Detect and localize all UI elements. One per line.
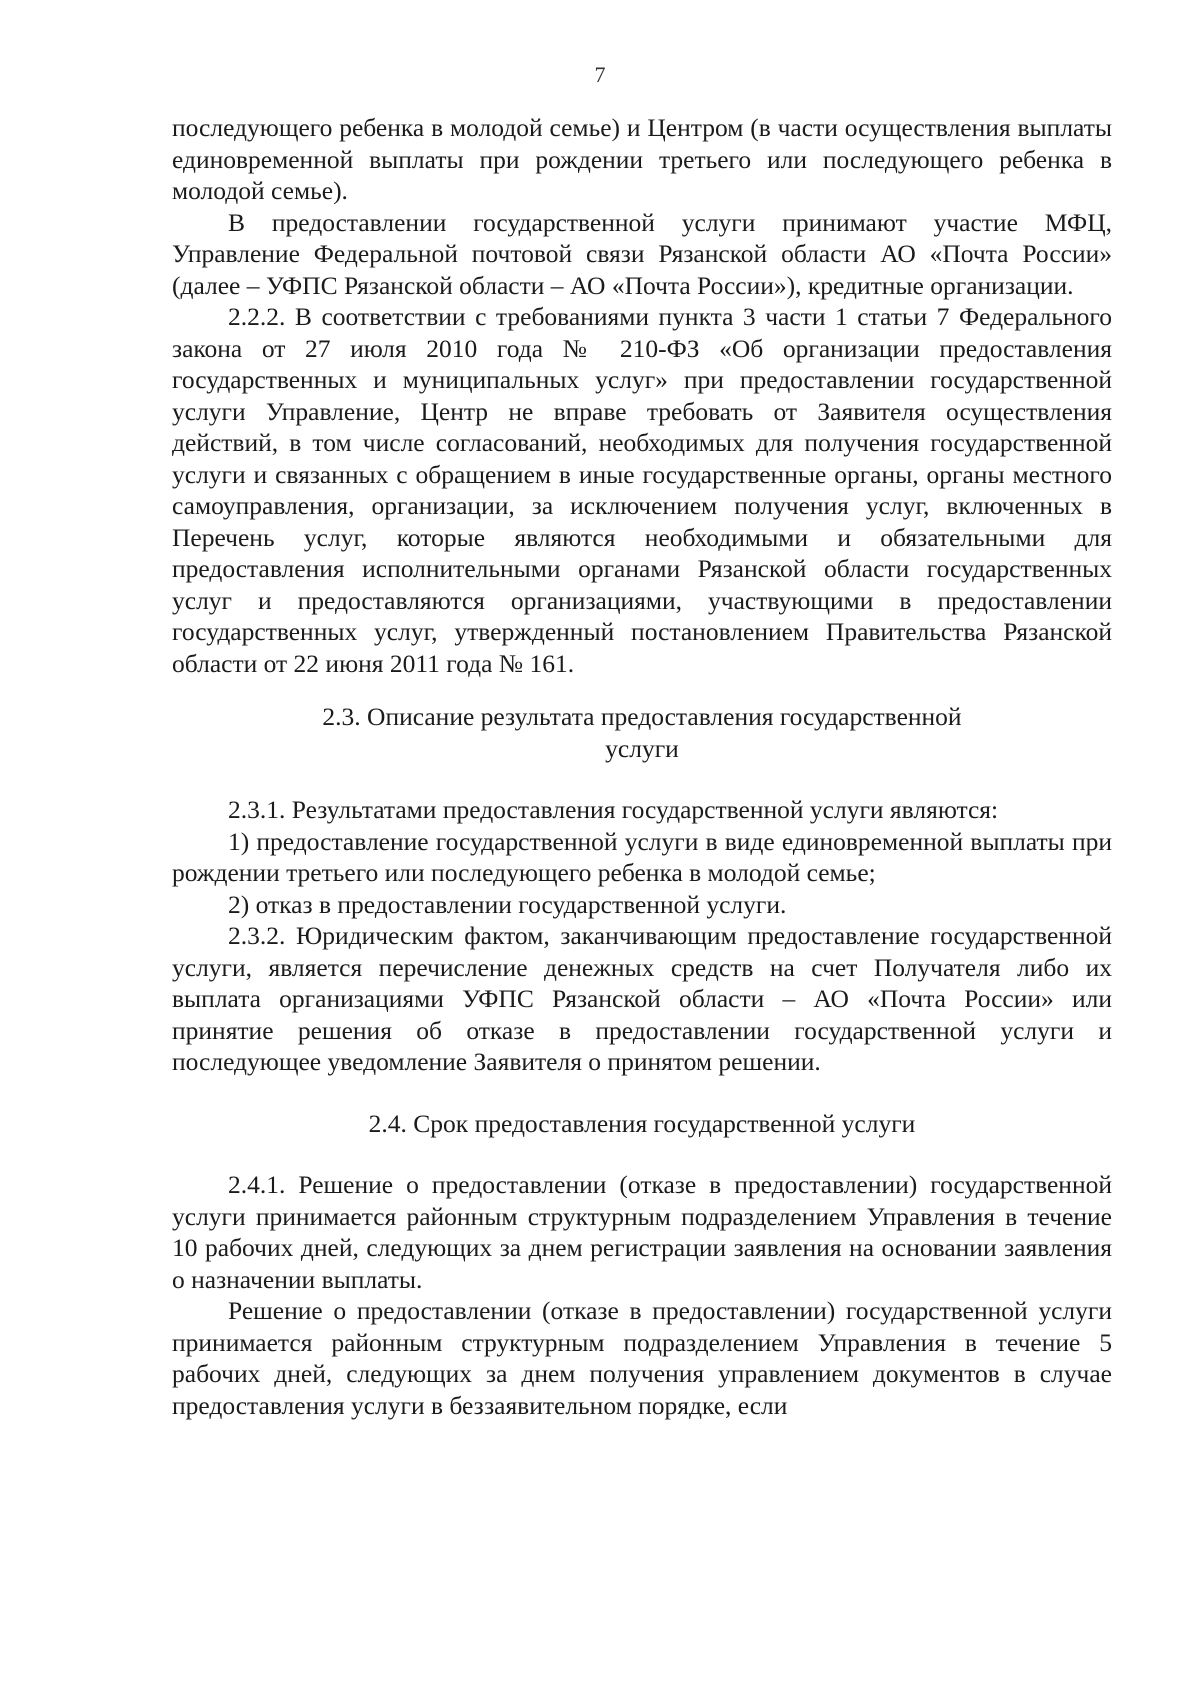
section-heading-2-3 xyxy=(172,701,1112,764)
page-number: 7 xyxy=(594,62,606,87)
paragraph-continuation: последующего ребенка в молодой семье) и Центром (в части осуществления выплаты единовременной выплаты при рождении третьего или последующего ребенка в молодой семье). xyxy=(172,113,1112,205)
paragraph-participants: В предоставлении государственной услуги принимают участие МФЦ, Управление Федеральной почтовой связи Рязанской области АО «Почта России» (далее – УФПС Рязанской области – АО «Почта России»), кредитные организации. xyxy=(172,207,1112,300)
paragraph-decision-term: Решение о предоставлении (отказе в предоставлении) государственной услуги принимается районным структурным подразделением Управления в течение 5 рабочих дней, следующих за днем получения управлением документов в случае предоставления услуги в беззаявительном порядке, если xyxy=(172,1296,1112,1420)
section-heading-2-4: 2.4. Срок предоставления государственной услуги xyxy=(368,1108,916,1138)
paragraph-2-3-1: 2.3.1. Результатами предоставления государственной услуги являются: xyxy=(228,795,999,824)
list-item-1: 1) предоставление государственной услуги в виде единовременной выплаты при рождении третьего или последующего ребенка в молодой семье; xyxy=(172,826,1112,887)
paragraph-2-3-2: 2.3.2. Юридическим фактом, заканчивающим предоставление государственной услуги, является перечисление денежных средств на счет Получателя либо их выплата организациями УФПС Рязанской области – АО «Почта России» или принятие решения об отказе в предоставлении государственной услуги и последующее уведомление Заявителя о принятом решении. xyxy=(172,921,1112,1076)
paragraph-2-2-2: 2.2.2. В соответствии с требованиями пункта 3 части 1 статьи 7 Федерального закона от 27 июля 2010 года № 210-ФЗ «Об организации предоставления государственных и муниципальных услуг» при предоставлении государственной услуги Управление, Центр не вправе требовать от Заявителя осуществления действий, в том числе согласований, необходимых для получения государственной услуги и связанных с обращением в иные государственные органы, органы местного самоуправления, организации, за исключением получения услуг, включенных в Перечень услуг, которые являются необходимыми и обязательными для предоставления исполнительными органами Рязанской области государственных услуг и предоставляются организациями, участвующими в предоставлении государственных услуг, утвержденный постановлением Правительства Рязанской области от 22 июня 2011 года № 161. xyxy=(172,302,1112,678)
section-heading-2-3-line1: 2.3. Описание результата предоставления государственной xyxy=(322,702,962,731)
paragraph-2-4-1: 2.4.1. Решение о предоставлении (отказе в предоставлении) государственной услуги принимается районным структурным подразделением Управления в течение 10 рабочих дней, следующих за днем регистрации заявления на основании заявления о назначении выплаты. xyxy=(172,1170,1112,1294)
document-body xyxy=(172,112,1112,1421)
list-item-2: 2) отказ в предоставлении государственной услуги. xyxy=(228,889,787,919)
section-heading-2-3-line2: услуги xyxy=(605,733,679,763)
